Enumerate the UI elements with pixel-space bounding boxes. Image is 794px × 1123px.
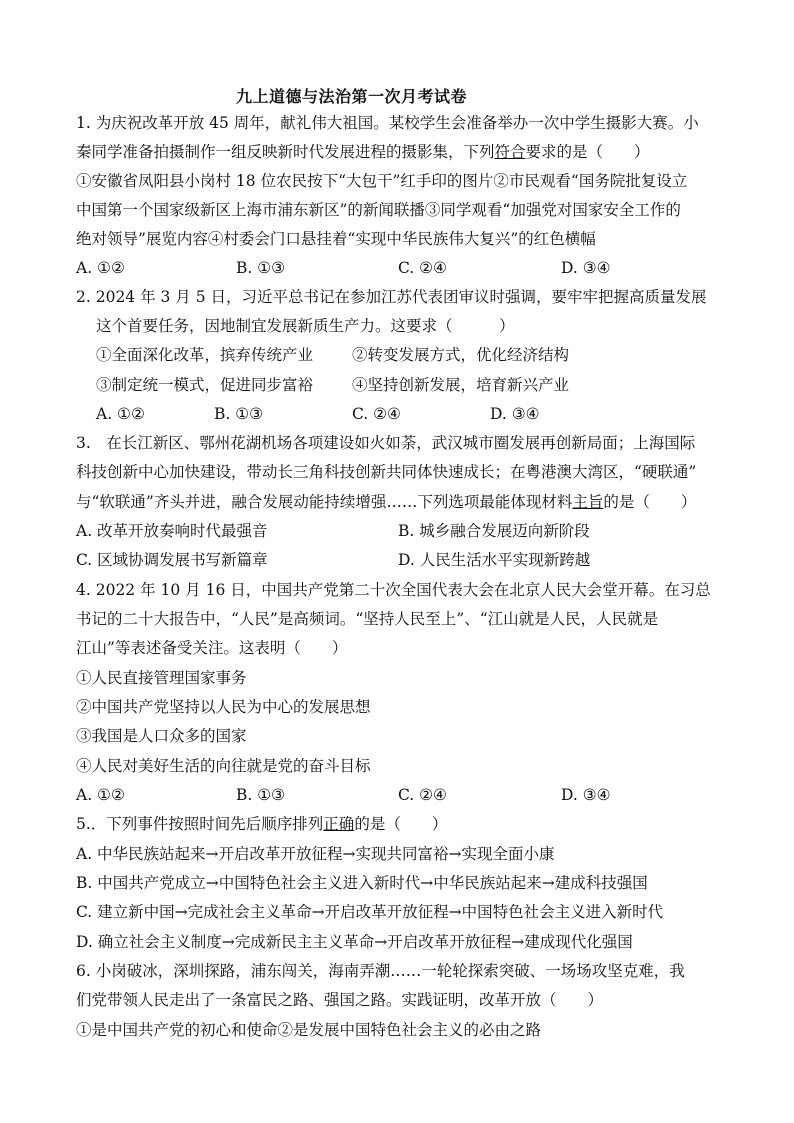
q1-line-4: 中国第一个国家级新区上海市浦东新区”的新闻联播③同学观看“加强党对国家安全工作的 (76, 201, 681, 219)
q1-keyword: 符合 (494, 143, 526, 161)
q2-statement-2: ②转变发展方式，优化经济结构 (352, 346, 570, 364)
q1-option-d[interactable]: D. ③④ (561, 259, 611, 277)
q4-statement-2: ②中国共产党坚持以人民为中心的发展思想 (76, 698, 371, 716)
q1-line-5: 绝对领导”展览内容④村委会门口悬挂着“实现中华民族伟大复兴”的红色横幅 (76, 230, 596, 248)
q2-statement-4: ④坚持创新发展，培育新兴产业 (352, 376, 570, 394)
q5-option-b[interactable]: B. 中国共产党成立→中国特色社会主义进入新时代→中华民族站起来→建成科技强国 (76, 874, 648, 892)
q2-option-b[interactable]: B. ①③ (214, 405, 264, 423)
q5-option-a[interactable]: A. 中华民族站起来→开启改革开放征程→实现共同富裕→实现全面小康 (76, 845, 555, 863)
q5-line-1 (76, 814, 447, 834)
q3-line-3b: 的是（ ） (603, 493, 697, 511)
q5-line-1a: 5.．下列事件按照时间先后顺序排列 (76, 815, 324, 833)
q3-line-2: 科技创新中心加快建设，带动长三角科技创新共同体快速成长；在粤港澳大湾区，“硬联通” (76, 463, 697, 481)
q2-line-1: 2. 2024 年 3 月 5 日，习近平总书记在参加江苏代表团审议时强调，要牢牢把握高质量发展 (76, 288, 707, 306)
q4-option-d[interactable]: D. ③④ (561, 786, 611, 804)
q4-line-2: 书记的二十大报告中，“人民”是高频词。“坚持人民至上”、“江山就是人民，人民就是 (76, 610, 659, 628)
q6-statement-1-2: ①是中国共产党的初心和使命②是发展中国特色社会主义的必由之路 (76, 1021, 542, 1039)
q2-option-d[interactable]: D. ③④ (490, 405, 540, 423)
q6-line-1: 6. 小岗破冰，深圳探路，浦东闯关，海南弄潮……一轮轮探索突破、一场场攻坚克难，我 (76, 962, 685, 980)
q4-statement-3: ③我国是人口众多的国家 (76, 727, 247, 745)
q5-option-c[interactable]: C. 建立新中国→完成社会主义革命→开启改革开放征程→中国特色社会主义进入新时代 (76, 903, 664, 921)
q3-option-a[interactable]: A. 改革开放奏响时代最强音 (76, 522, 268, 540)
q3-option-b[interactable]: B. 城乡融合发展迈向新阶段 (398, 522, 590, 540)
q3-option-c[interactable]: C. 区域协调发展书写新篇章 (76, 551, 268, 569)
q5-keyword: 正确 (323, 815, 355, 833)
q1-option-a[interactable]: A. ①② (76, 259, 125, 277)
q3-keyword: 主旨 (572, 493, 604, 511)
q3-line-3 (76, 492, 696, 512)
q2-line-2: 这个首要任务，因地制宜发展新质生产力。这要求（ ） (96, 317, 515, 335)
q4-line-3: 江山”等表述备受关注。这表明（ ） (76, 639, 348, 657)
q6-line-2: 们党带领人民走出了一条富民之路、强国之路。实践证明，改革开放（ ） (76, 991, 604, 1009)
q1-line-1: 1. 为庆祝改革开放 45 周年，献礼伟大祖国。某校学生会准备举办一次中学生摄影大赛。小 (76, 114, 699, 132)
q3-option-d[interactable]: D. 人民生活水平实现新跨越 (398, 551, 591, 569)
q1-line-2b: 要求的是（ ） (525, 143, 650, 161)
q4-option-a[interactable]: A. ①② (76, 786, 125, 804)
q1-line-2 (76, 142, 650, 162)
q4-statement-1: ①人民直接管理国家事务 (76, 669, 247, 687)
q2-statement-1: ①全面深化改革，摈弃传统产业 (96, 346, 314, 364)
q2-statement-3: ③制定统一模式，促进同步富裕 (96, 376, 314, 394)
exam-title: 九上道德与法治第一次月考试卷 (236, 87, 468, 106)
q1-line-3: ①安徽省凤阳县小岗村 18 位农民按下“大包干”红手印的图片②市民观看“国务院批复设立 (76, 172, 688, 190)
q5-line-1b: 的是（ ） (354, 815, 448, 833)
q1-option-c[interactable]: C. ②④ (398, 259, 447, 277)
q1-line-2a: 秦同学准备拍摄制作一组反映新时代发展进程的摄影集，下列 (76, 143, 495, 161)
q2-option-a[interactable]: A. ①② (96, 405, 145, 423)
q4-option-b[interactable]: B. ①③ (236, 786, 286, 804)
q1-option-b[interactable]: B. ①③ (236, 259, 286, 277)
q4-option-c[interactable]: C. ②④ (398, 786, 447, 804)
q5-option-d[interactable]: D. 确立社会主义制度→完成新民主主义革命→开启改革开放征程→建成现代化强国 (76, 933, 633, 951)
q2-option-c[interactable]: C. ②④ (352, 405, 401, 423)
q4-statement-4: ④人民对美好生活的向往就是党的奋斗目标 (76, 757, 371, 775)
q4-line-1: 4. 2022 年 10 月 16 日，中国共产党第二十次全国代表大会在北京人民大会堂开幕。在习总 (76, 581, 711, 599)
q3-line-1: 3. 在长江新区、鄂州花湖机场各项建设如火如荼，武汉城市圈发展再创新局面；上海国际 (76, 434, 696, 452)
q3-line-3a: 与“软联通”齐头并进，融合发展动能持续增强……下列选项最能体现材料 (76, 493, 573, 511)
